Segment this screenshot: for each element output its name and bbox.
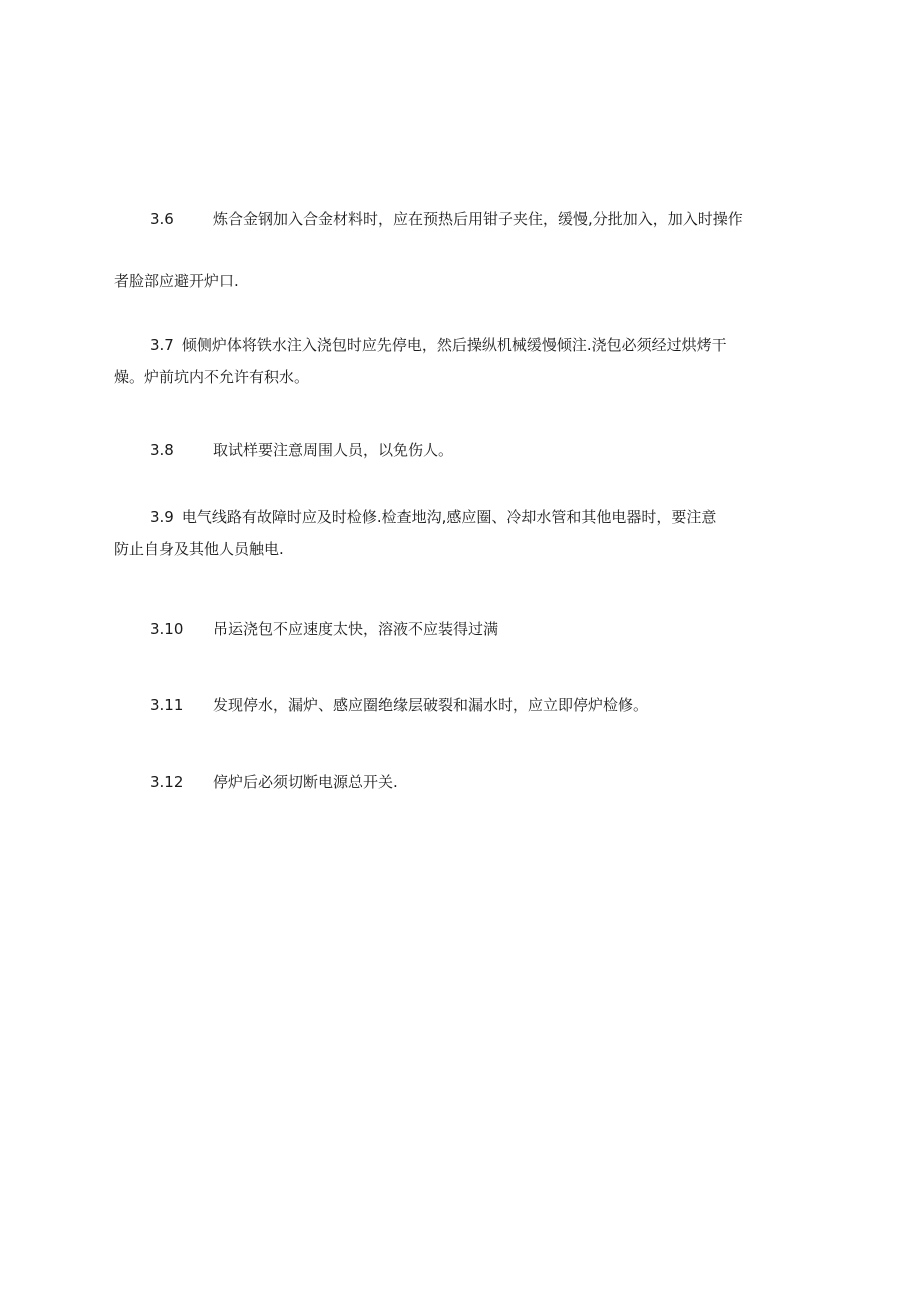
clause-line [114, 770, 808, 794]
clause-line [114, 207, 808, 231]
clause-text: 者脸部应避开炉口. [114, 272, 239, 290]
clause-text: 炼合金钢加入合金材料时，应在预热后用钳子夹住，缓慢,分批加入，加入时操作 [213, 210, 743, 228]
clause-text: 电气线路有故障时应及时检修.检查地沟,感应圈、冷却水管和其他电器时，要注意 [181, 508, 717, 526]
clause-3-10 [114, 617, 808, 641]
clause-number: 3.11 [150, 696, 184, 714]
clause-number: 3.12 [150, 773, 184, 791]
clause-3-6 [114, 207, 808, 293]
clause-number: 3.6 [150, 210, 174, 228]
clause-line [114, 333, 808, 357]
clause-text: 取试样要注意周围人员，以免伤人。 [213, 441, 454, 459]
clause-line [114, 438, 808, 462]
clause-line [114, 365, 808, 389]
clause-text: 吊运浇包不应速度太快，溶液不应装得过满 [213, 620, 499, 638]
clause-number: 3.8 [150, 441, 174, 459]
clause-line [114, 269, 808, 293]
clause-number: 3.7 [150, 336, 174, 354]
clause-text: 倾侧炉体将铁水注入浇包时应先停电，然后操纵机械缓慢倾注.浇包必须经过烘烤干 [181, 336, 727, 354]
clause-line [114, 537, 808, 561]
clause-3-11 [114, 693, 808, 717]
clause-line [114, 617, 808, 641]
clause-3-12 [114, 770, 808, 794]
clause-text: 发现停水，漏炉、感应圈绝缘层破裂和漏水时，应立即停炉检修。 [213, 696, 649, 714]
clause-line [114, 505, 808, 529]
clause-line [114, 693, 808, 717]
clause-number: 3.9 [150, 508, 174, 526]
clause-text: 停炉后必须切断电源总开关. [213, 773, 398, 791]
clause-3-8 [114, 438, 808, 462]
clause-text: 防止自身及其他人员触电. [114, 540, 284, 558]
clause-text: 燥。炉前坑内不允许有积水。 [114, 368, 310, 386]
clause-3-7 [114, 333, 808, 389]
clause-number: 3.10 [150, 620, 184, 638]
clause-3-9 [114, 505, 808, 561]
